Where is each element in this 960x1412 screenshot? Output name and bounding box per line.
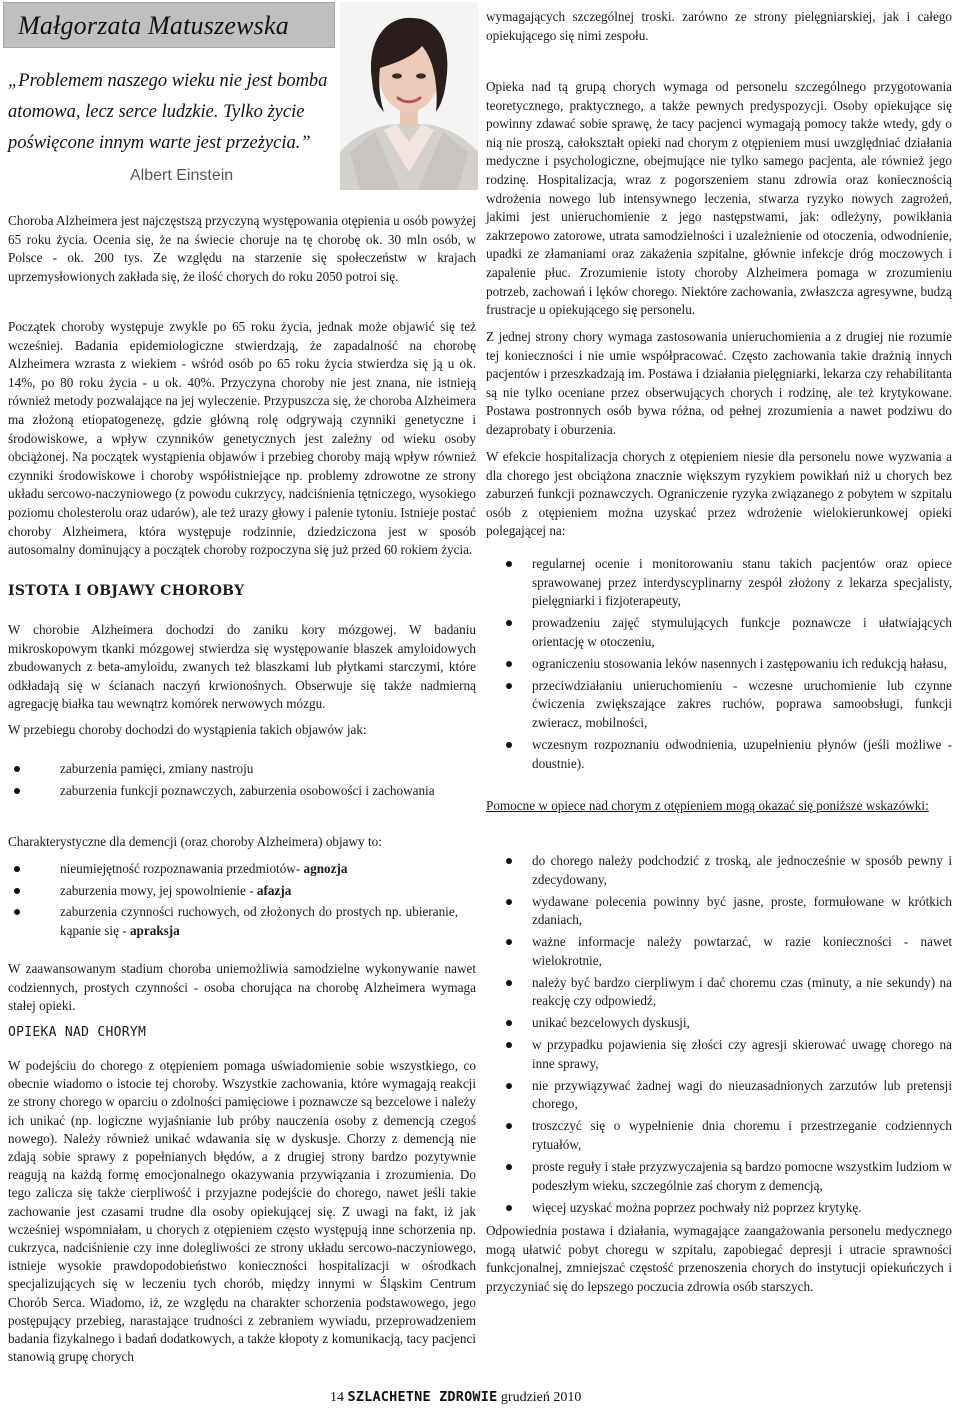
list-item bbox=[8, 882, 458, 901]
list-item: przeciwdziałaniu unieruchomieniu - wczesne uruchomienie lub czynne ćwiczenia zwiększające zakres ruchów, poprawa samoobsługi, funkcji zwieracz, mobilności, bbox=[486, 677, 952, 733]
list-item bbox=[8, 903, 458, 940]
magazine-title: SZLACHETNE ZDROWIE bbox=[347, 1389, 498, 1405]
list-item: zaburzenia pamięci, zmiany nastroju bbox=[8, 760, 458, 779]
list-item: do chorego należy podchodzić z troską, ale jednocześnie w sposób pewny i zdecydowany, bbox=[486, 852, 952, 889]
list-item: troszczyć się o wypełnienie dnia choremu i przestrzeganie codziennych rytuałów, bbox=[486, 1117, 952, 1154]
list-item-text: zaburzenia czynności ruchowych, od złożonych do prostych np. ubieranie, kąpanie się - bbox=[60, 904, 458, 938]
list-item: ważne informacje należy powtarzać, w razie konieczności - nawet wielokrotnie, bbox=[486, 933, 952, 970]
portrait-image bbox=[340, 2, 478, 190]
left-paragraph-3: W chorobie Alzheimera dochodzi do zaniku kory mózgowej. W badaniu mikroskopowym tkanki mózgowej stwierdza się występowanie blaszek amyloidowych zbudowanych z beta-amyloidu, zwanych też blaszkami lub płytkami starczymi, które odkładają się w ścianach naczyń krwionośnych. Obserwuje się także nadmierną agregację białka tau wewnątrz komórek nerwowych mózgu. bbox=[8, 622, 476, 712]
right-paragraph-4: Pomocne w opiece nad chorym z otępieniem mogą okazać się poniższe wskazówki: bbox=[486, 798, 929, 813]
term-agnozja: agnozja bbox=[303, 861, 348, 876]
symptoms-list bbox=[8, 760, 458, 803]
list-item: wczesnym rozpoznaniu odwodnienia, uzupełnieniu płynów (jeśli możliwe - doustnie). bbox=[486, 736, 952, 773]
right-paragraph-3: W efekcie hospitalizacja chorych z otępieniem niesie dla personelu nowe wyzwania a dla chorego jest obciążona znacznie większym ryzykiem powikłań niż u chorych bez zaburzeń funkcji poznawczych. Ograniczenie ryzyka związanego z pobytem w szpitalu osób z otępieniem można uzyskać przez wdrożenie wielokierunkowej opieki polegającej na: bbox=[486, 449, 952, 539]
section-heading-istota: ISTOTA I OBJAWY CHOROBY bbox=[8, 583, 245, 599]
list-item: wydawane polecenia powinny być jasne, proste, formułowane w krótkich zdaniach, bbox=[486, 893, 952, 930]
quote-author: Albert Einstein bbox=[130, 167, 234, 184]
term-apraksja: apraksja bbox=[129, 922, 180, 938]
list-item: zaburzenia funkcji poznawczych, zaburzenia osobowości i zachowania bbox=[8, 782, 458, 801]
left-paragraph-5: Charakterystyczne dla demencji (oraz choroby Alzheimera) objawy to: bbox=[8, 834, 382, 849]
list-item: nie przywiązywać żadnej wagi do nieuzasadnionych zarzutów lub pretensji chorego, bbox=[486, 1077, 952, 1114]
list-item: unikać bezcelowych dyskusji, bbox=[486, 1014, 952, 1033]
page-footer bbox=[330, 1389, 581, 1406]
care-measures-list bbox=[486, 555, 952, 776]
list-item: prowadzeniu zajęć stymulujących funkcje poznawcze i ułatwiających orientację w otoczeniu, bbox=[486, 614, 952, 651]
care-tips-list bbox=[486, 852, 952, 1221]
opening-quote: „Problemem naszego wieku nie jest bomba atomowa, lecz serce ludzkie. Tylko życie poświęcone innym warte jest przeżycia.” bbox=[8, 71, 328, 153]
section-heading-opieka: OPIEKA NAD CHORYM bbox=[8, 1025, 147, 1040]
right-paragraph-2: Z jednej strony chory wymaga zastosowania unieruchomienia a z drugiej nie rozumie tej konieczności i nie umie współpracować. Często zachowania takie drażnią innych pacjentów i przeszkadzają im. Postawa i działania pielęgniarki, lekarza czy rehabilitanta są nie tylko oceniane przez obserwujących chorych i rodzinę, ale też krytykowane. Postawa postronnych osób bywa różna, od pełnej zrozumienia a nawet podziwu do dezaprobaty i oburzenia. bbox=[486, 329, 952, 437]
right-paragraph-0: wymagających szczególnej troski. zarówno ze strony pielęgniarskiej, jak i całego opiekującego się nimi zespołu. bbox=[486, 9, 952, 43]
right-paragraph-1: Opieka nad tą grupą chorych wymaga od personelu szczególnego przygotowania teoretycznego, praktycznego, a także pewnych predyspozycji. Osoby opiekujące się powinny zdawać sobie sprawę, że tacy pacjenci wymagają pomocy także wtedy, gdy o nią nie proszą, całokształt opieki nad chorym z otępieniem musi uwzględniać działania medyczne i psychologiczne, obejmujące nie tylko samego pacjenta, ale również jego rodzinę. Hospitalizacja, wraz z pogorszeniem stanu zdrowia oraz koniecznością wdrożenia nowego lub intensywnego leczenia, stwarza ryzyko nowych zagrożeń, jakimi jest unieruchomienie z jego następstwami, jak: odleżyny, powikłania zakrzepowo zatorowe, utrata samodzielności i uzależnienie od otoczenia, odwodnienie, upadki ze złamaniami oraz zakażenia szpitalne, głównie infekcje dróg moczowych i zapalenie płuc. Zrozumienie istoty choroby Alzheimera pomaga w zrozumieniu potrzeb, zachowań i lęków chorego. Niektóre zachowania, zwłaszcza agresywne, budzą frustracje u opiekującego się personelu. bbox=[486, 79, 952, 318]
list-item-text: zaburzenia mowy, jej spowolnienie - bbox=[60, 882, 257, 898]
list-item: proste reguły i stałe przyzwyczajenia są bardzo pomocne wszystkim ludziom w podeszłym wieku, szczególnie zaś chorym z demencją, bbox=[486, 1158, 952, 1195]
left-paragraph-6: W zaawansowanym stadium choroba uniemożliwia samodzielne wykonywanie nawet codziennych, prostych czynności - osoba chorująca na chorobę Alzheimera wymaga stałej opieki. bbox=[8, 961, 476, 1014]
dementia-symptoms-list bbox=[8, 860, 458, 943]
left-paragraph-7: W podejściu do chorego z otępieniem pomaga uświadomienie sobie wszystkiego, co obecnie wiadomo o istocie tej choroby. Wszystkie zachowania, które wymagają reakcji ze strony chorego w oparciu o zdolności pamięciowe i poznawcze są bezcelowe i należy ich unikać (np. logiczne wyjaśnianie lub próby nauczenia osoby z demencją czegoś nowego). Należy również unikać wdawania się w dyskusje. Chorzy z demencją nie zdają sobie sprawy z popełnianych błędów, a z drugiej strony bardzo pozytywnie reagują na każdą formę emocjonalnego okazywania przywiązania i zrozumienia. Do tego zalicza się także cierpliwość i przyjazne podejście do chorego, nawet jeśli takie zachowanie jest czasami trudne dla osoby opiekującej się. Z uwagi na fakt, iż jak wcześniej wspomniałam, u chorych z otępieniem często występują inne schorzenia np. cukrzyca, nadciśnienie czy inne dolegliwości ze strony układu sercowo-naczyniowego, istnieje wysokie prawdopodobieństwo konieczności hospitalizacji w ośrodkach specjalizujących się w leczeniu tych chorób, między innymi w Śląskim Centrum Chorób Serca. Wiadomo, iż, ze względu na charakter schorzenia podstawowego, jego postępujący przebieg, narastające trudności z zebraniem wywiadu, przeprowadzeniem badania fizykalnego i badań dodatkowych, a także kłopoty z komunikacją, tacy pacjenci stanowią grupę chorych bbox=[8, 1058, 476, 1365]
list-item: ograniczeniu stosowania leków nasennych i zastępowaniu ich redukcją hałasu, bbox=[486, 655, 952, 674]
left-paragraph-2: Początek choroby występuje zwykle po 65 roku życia, jednak może objawić się też wcześniej. Badania epidemiologiczne stwierdzają, że zapadalność na chorobę Alzheimera wzrasta z wiekiem - wśród osób po 65 roku życia stwierdza się ją u ok. 14%, po 80 roku życia - u ok. 40%. Przyczyna choroby nie jest znana, nie istnieją również metody pozwalające na jej wyleczenie. Przypuszcza się, że choroba Alzheimera ma złożoną etiopatogenezę, gdzie główną rolę odgrywają czynniki genetyczne i środowiskowe, a wpływ czynników genetycznych jest zależny od wieku osoby obciążonej. Na początek wystąpienia objawów i przebieg choroby mają wpływ również czynniki środowiskowe i choroby współistniejące np. problemy zdrowotne ze strony układu sercowo-naczyniowego (z powodu cukrzycy, nadciśnienia tętniczego, wysokiego poziomu cholesterolu oraz udarów), ale też urazy głowy i palenie tytoniu. Istnieje postać choroby Alzheimera, która występuje rodzinnie, dziedziczona jest w sposób autosomalny dominujący a początek choroby rozpoczyna się już przed 60 rokiem życia. bbox=[8, 319, 476, 558]
left-paragraph-1: Choroba Alzheimera jest najczęstszą przyczyną występowania otępienia u osób powyżej 65 roku życia. Ocenia się, że na świecie choruje na tę chorobę ok. 30 mln osób, w Polsce - ok. 200 tys. Ze względu na starzenie się społeczeństw w krajach uprzemysłowionych zakłada się, że ilość chorych do roku 2050 potroi się. bbox=[8, 213, 476, 284]
author-photo bbox=[340, 2, 478, 190]
author-header bbox=[3, 2, 335, 48]
right-paragraph-5: Odpowiednia postawa i działania, wymagające zaangażowania personelu medycznego mogą ułatwić pobyt choregu w szpitalu, zapobiegać depresji i utracie sprawności funkcjonalnej, zmniejszać częstość przenoszenia chorych do instytucji opiekuńczych i przyczyniać się do lepszego poczucia zdrowia osób starszych. bbox=[486, 1223, 952, 1294]
list-item: więcej uzyskać można poprzez pochwały niż poprzez krytykę. bbox=[486, 1199, 952, 1218]
left-paragraph-4: W przebiegu choroby dochodzi do wystąpienia takich objawów jak: bbox=[8, 722, 367, 737]
list-item: należy być bardzo cierpliwym i dać choremu czas (minuty, a nie sekundy) na reakcję czy odpowiedź, bbox=[486, 974, 952, 1011]
list-item: w przypadku pojawienia się złości czy agresji skierować uwagę chorego na inne sprawy, bbox=[486, 1036, 952, 1073]
author-name: Małgorzata Matuszewska bbox=[18, 11, 289, 40]
list-item bbox=[8, 860, 458, 879]
term-afazja: afazja bbox=[256, 882, 292, 898]
issue-date: grudzień 2010 bbox=[500, 1390, 582, 1405]
list-item: regularnej ocenie i monitorowaniu stanu takich pacjentów oraz opiece sprawowanej przez interdyscyplinarny zespół złożony z lekarza specjalisty, pielęgniarki i fizjoterapeuty, bbox=[486, 555, 952, 611]
page-number: 14 bbox=[330, 1390, 344, 1405]
list-item-text: nieumiejętność rozpoznawania przedmiotów- bbox=[60, 861, 304, 876]
